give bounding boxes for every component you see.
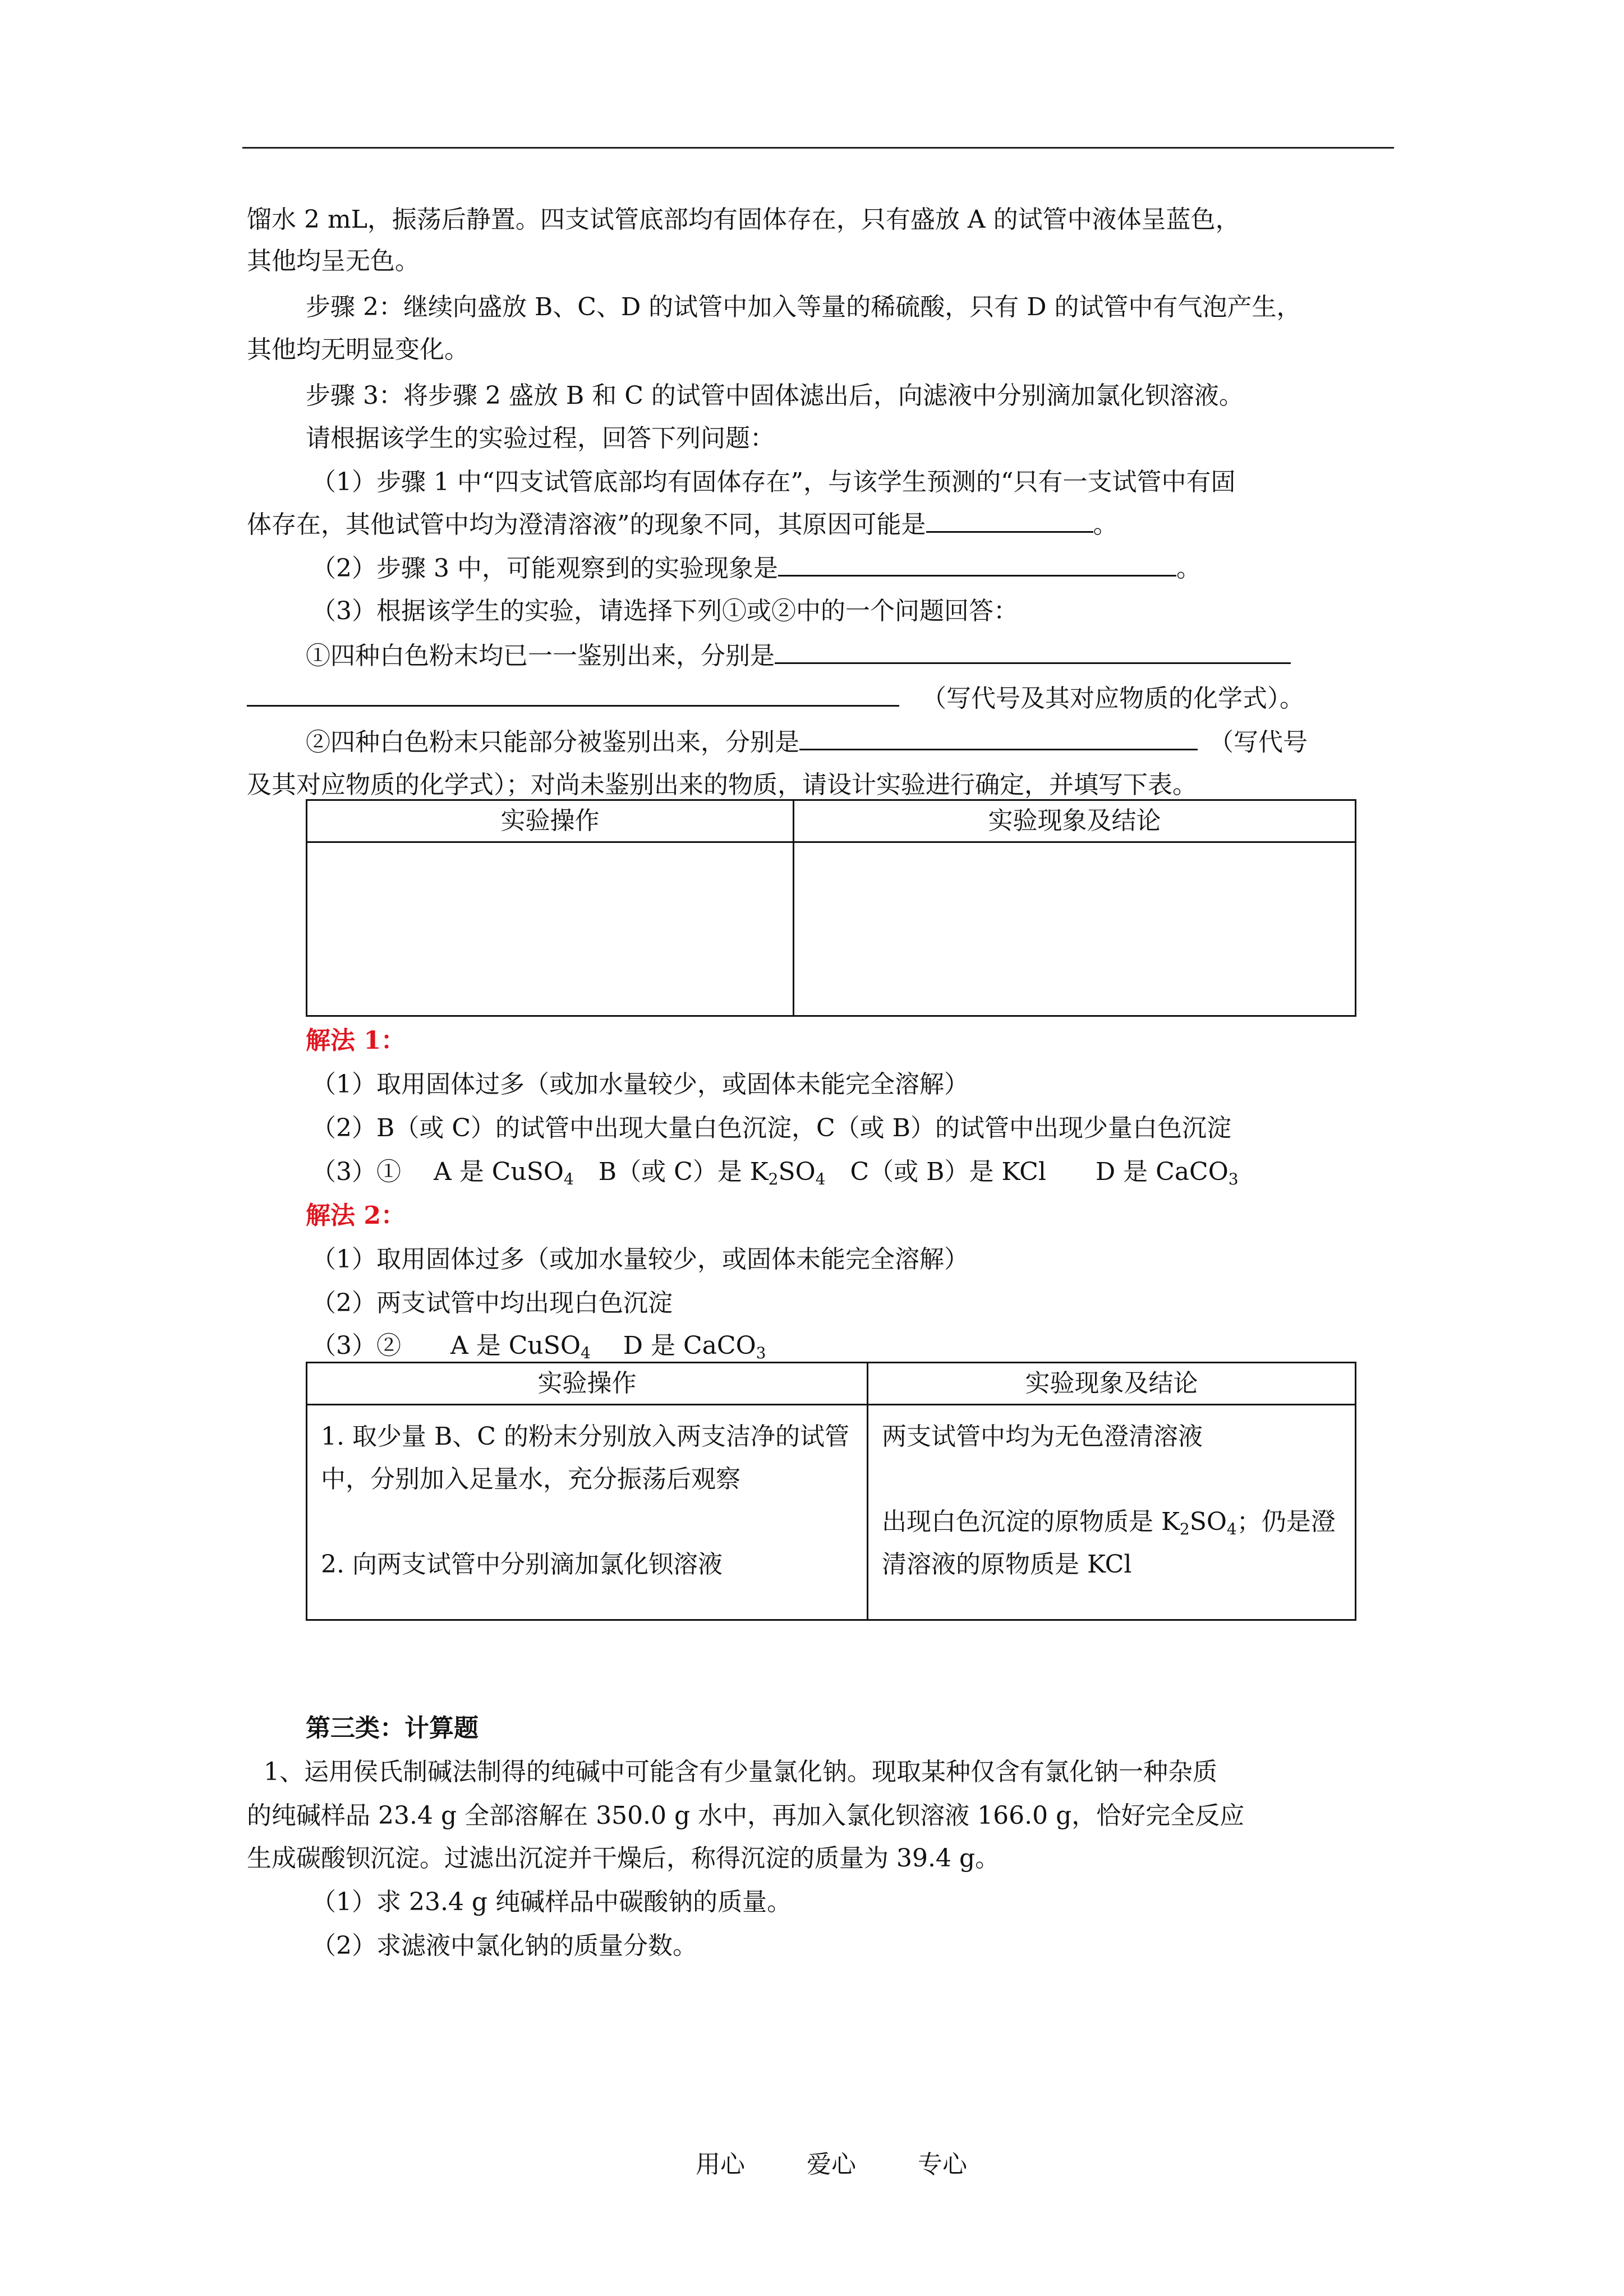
question-3-line: （3）根据该学生的实验，请选择下列①或②中的一个问题回答： (311, 597, 1018, 625)
option-2-line (306, 726, 1308, 759)
question-1-line (247, 508, 1118, 542)
formula-text: C（或 B）是 KCl D 是 CaCO (825, 1158, 1229, 1186)
calc-subquestion-2: （2）求滤液中氯化钠的质量分数。 (311, 1931, 697, 1960)
table-header-operation: 实验操作 (307, 800, 794, 842)
table-cell-operation (307, 1405, 868, 1620)
formula-text: 出现白色沉淀的原物质是 K (882, 1507, 1180, 1536)
paragraph-line: 其他均呈无色。 (247, 247, 420, 275)
option-2-text: ②四种白色粉末只能部分被鉴别出来，分别是 (306, 728, 799, 757)
question-2-line (311, 552, 1201, 585)
paragraph-line: 馏水 2 mL，振荡后静置。四支试管底部均有固体存在，只有盛放 A 的试管中液体呈蓝色， (247, 205, 1240, 234)
formula-text: D 是 CaCO (590, 1331, 756, 1360)
calc-question-line: 1、运用侯氏制碱法制得的纯碱中可能含有少量氯化钠。现取某种仅含有氯化钠一种杂质 (264, 1758, 1217, 1786)
formula-text: （3）② A 是 CuSO (311, 1331, 581, 1360)
answer-blank-3[interactable] (775, 640, 1291, 664)
table-header-operation: 实验操作 (307, 1363, 868, 1405)
answer-blank-1[interactable] (926, 509, 1093, 533)
subscript: 4 (563, 1170, 574, 1188)
result-1: 两支试管中均为无色澄清溶液 (882, 1422, 1203, 1451)
formula-text: SO (1189, 1507, 1227, 1536)
answer-blank-4[interactable] (247, 683, 899, 707)
paragraph-line: 其他均无明显变化。 (247, 335, 469, 364)
solution-2-line: （1）取用固体过多（或加水量较少，或固体未能完全溶解） (311, 1245, 969, 1274)
option-2-tail: （写代号 (1209, 728, 1308, 757)
footer-word: 用心 (696, 2150, 745, 2179)
operation-step-1: 1. 取少量 B、C 的粉末分别放入两支洁净的试管中，分别加入足量水，充分振荡后观察 (321, 1422, 849, 1493)
solution-1-line (311, 1155, 1239, 1189)
question-2-text: （2）步骤 3 中，可能观察到的实验现象是 (311, 554, 778, 583)
solution-2-line (311, 1329, 766, 1363)
calc-question-line: 生成碳酸钡沉淀。过滤出沉淀并干燥后，称得沉淀的质量为 39.4 g。 (247, 1844, 1000, 1873)
subscript: 3 (1228, 1170, 1239, 1188)
paragraph-line: 步骤 3：将步骤 2 盛放 B 和 C 的试管中固体滤出后，向滤液中分别滴加氯化钡溶液。 (306, 381, 1244, 410)
formula-text: B（或 C）是 K (573, 1158, 769, 1186)
solution-2-title: 解法 2： (306, 1201, 406, 1230)
footer-word: 爱心 (807, 2150, 856, 2179)
table-cell-result (868, 1405, 1356, 1620)
calc-subquestion-1: （1）求 23.4 g 纯碱样品中碳酸钠的质量。 (311, 1888, 792, 1916)
header-rule (242, 147, 1394, 149)
answer-blank-5[interactable] (799, 726, 1198, 750)
solution-2-line: （2）两支试管中均出现白色沉淀 (311, 1289, 673, 1317)
subscript: 2 (768, 1170, 779, 1188)
solution-1-line: （1）取用固体过多（或加水量较少，或固体未能完全溶解） (311, 1070, 969, 1099)
subscript: 4 (1226, 1520, 1237, 1538)
solution-1-line: （2）B（或 C）的试管中出现大量白色沉淀，C（或 B）的试管中出现少量白色沉淀 (311, 1114, 1231, 1142)
formula-text: SO (778, 1158, 816, 1186)
question-1-end: 。 (1093, 510, 1118, 539)
subscript: 4 (815, 1170, 826, 1188)
subscript: 2 (1179, 1520, 1190, 1538)
option-1-line (306, 639, 1291, 673)
question-1-text: 体存在，其他试管中均为澄清溶液”的现象不同，其原因可能是 (247, 510, 926, 539)
question-1-line: （1）步骤 1 中“四支试管底部均有固体存在”，与该学生预测的“只有一支试管中有固 (311, 468, 1236, 496)
solution-1-title: 解法 1： (306, 1026, 406, 1055)
table-cell-result[interactable] (794, 842, 1356, 1016)
option-1-line (247, 682, 1304, 716)
operation-step-2: 2. 向两支试管中分别滴加氯化钡溶液 (321, 1550, 723, 1579)
table-cell-operation[interactable] (307, 842, 794, 1016)
answer-table-solution (306, 1362, 1356, 1621)
paragraph-line: 步骤 2：继续向盛放 B、C、D 的试管中加入等量的稀硫酸，只有 D 的试管中有气泡产生， (306, 293, 1301, 321)
formula-text: （3）① A 是 CuSO (311, 1158, 564, 1186)
footer-word: 专心 (918, 2150, 967, 2179)
subscript: 4 (580, 1344, 591, 1362)
table-header-result: 实验现象及结论 (794, 800, 1356, 842)
result-2 (882, 1501, 1341, 1586)
page-footer (696, 2148, 1029, 2182)
formula-text: ；仍是澄清溶液的原物质是 KCl (882, 1507, 1336, 1579)
option-2-line: 及其对应物质的化学式）；对尚未鉴别出来的物质，请设计实验进行确定，并填写下表。 (247, 771, 1197, 799)
option-1-text: ①四种白色粉末均已一一鉴别出来，分别是 (306, 642, 775, 670)
calc-question-line: 的纯碱样品 23.4 g 全部溶解在 350.0 g 水中，再加入氯化钡溶液 166.0 g，恰好完全反应 (247, 1801, 1245, 1830)
answer-table-blank (306, 799, 1356, 1017)
question-2-end: 。 (1176, 554, 1201, 583)
subscript: 3 (756, 1344, 766, 1362)
option-1-tail: （写代号及其对应物质的化学式）。 (922, 684, 1304, 713)
section-3-title: 第三类：计算题 (306, 1714, 479, 1742)
answer-blank-2[interactable] (778, 552, 1176, 577)
table-header-result: 实验现象及结论 (868, 1363, 1356, 1405)
paragraph-line: 请根据该学生的实验过程，回答下列问题： (306, 424, 775, 453)
